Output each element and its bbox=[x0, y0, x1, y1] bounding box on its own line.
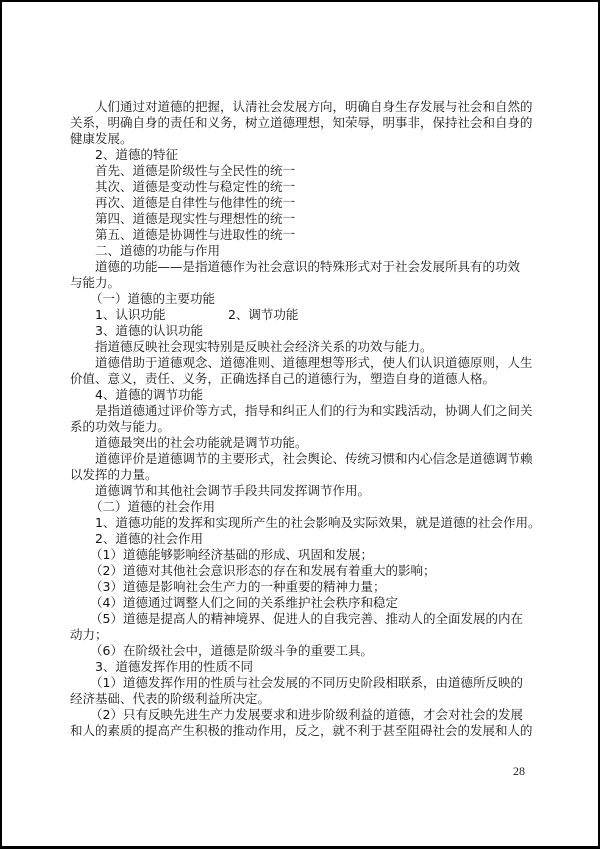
text-line: 人们通过对道德的把握，认清社会发展方向，明确自身生存发展与社会和自然的 bbox=[95, 99, 533, 114]
text-line: 第四、道德是现实性与理想性的统一 bbox=[95, 211, 296, 226]
text-line: （1）道德发挥作用的性质与社会发展的不同历史阶段相联系，由道德所反映的 bbox=[90, 675, 523, 690]
page-number: 28 bbox=[513, 764, 525, 778]
text-line: 健康发展。 bbox=[70, 131, 133, 146]
text-line: 3、道德发挥作用的性质不同 bbox=[95, 659, 253, 674]
document-body bbox=[70, 99, 548, 739]
text-line: 4、道德的调节功能 bbox=[95, 387, 203, 402]
text-line: 是指道德通过评价等方式，指导和纠正人们的行为和实践活动，协调人们之间关 bbox=[95, 403, 533, 418]
text-line: （一）道德的主要功能 bbox=[90, 291, 216, 306]
text-line: 道德的功能——是指道德作为社会意识的特殊形式对于社会发展所具有的功效 bbox=[95, 259, 521, 274]
text-line: 与能力。 bbox=[70, 275, 121, 290]
text-line: （2）只有反映先进生产力发展要求和进步阶级利益的道德，才会对社会的发展 bbox=[90, 707, 523, 722]
text-line: 其次、道德是变动性与稳定性的统一 bbox=[95, 179, 296, 194]
text-line: 3、道德的认识功能 bbox=[95, 323, 203, 338]
text-line: （2）道德对其他社会意识形态的存在和发展有着重大的影响； bbox=[90, 563, 436, 578]
text-line: 道德借助于道德观念、道德准则、道德理想等形式，使人们认识道德原则，人生 bbox=[95, 355, 533, 370]
text-line: 和人的素质的提高产生积极的推动作用，反之，就不利于甚至阻碍社会的发展和人的 bbox=[70, 723, 533, 738]
text-line: （4）道德通过调整人们之间的关系维护社会秩序和稳定 bbox=[90, 595, 398, 610]
text-line: 以发挥的力量。 bbox=[70, 467, 158, 482]
text-line: 首先、道德是阶级性与全民性的统一 bbox=[95, 163, 296, 178]
text-line: （5）道德是提高人的精神境界、促进人的自我完善、推动人的全面发展的内在 bbox=[90, 611, 523, 626]
text-line: 经济基础、代表的阶级利益所决定。 bbox=[70, 691, 271, 706]
text-line: （3）道德是影响社会生产力的一种重要的精神力量； bbox=[90, 579, 386, 594]
text-line: 2、道德的社会作用 bbox=[95, 531, 203, 546]
text-line: 指道德反映社会现实特别是反映社会经济关系的功效与能力。 bbox=[95, 339, 433, 354]
text-line: 系的功效与能力。 bbox=[70, 419, 171, 434]
text-line: （6）在阶级社会中，道德是阶级斗争的重要工具。 bbox=[90, 643, 373, 658]
text-line: 动力； bbox=[70, 627, 108, 642]
text-line: （1）道德能够影响经济基础的形成、巩固和发展； bbox=[90, 547, 373, 562]
text-line: （二）道德的社会作用 bbox=[90, 499, 216, 514]
text-line: 关系，明确自身的责任和义务，树立道德理想，知荣辱，明事非，保持社会和自身的 bbox=[70, 115, 533, 130]
text-line: 道德评价是道德调节的主要形式，社会舆论、传统习惯和内心信念是道德调节赖 bbox=[95, 451, 533, 466]
text-line: 1、道德功能的发挥和实现所产生的社会影响及实际效果，就是道德的社会作用。 bbox=[95, 515, 541, 530]
text-line: 价值、意义，责任、义务，正确选择自己的道德行为，塑造自身的道德人格。 bbox=[70, 371, 496, 386]
text-line: 1、认识功能 2、调节功能 bbox=[95, 307, 299, 322]
text-line: 第五、道德是协调性与进取性的统一 bbox=[95, 227, 296, 242]
text-line: 二、道德的功能与作用 bbox=[95, 243, 221, 258]
text-line: 道德最突出的社会功能就是调节功能。 bbox=[95, 435, 308, 450]
text-line: 道德调节和其他社会调节手段共同发挥调节作用。 bbox=[95, 483, 371, 498]
text-line: 再次、道德是自律性与他律性的统一 bbox=[95, 195, 296, 210]
text-line: 2、道德的特征 bbox=[95, 147, 178, 162]
